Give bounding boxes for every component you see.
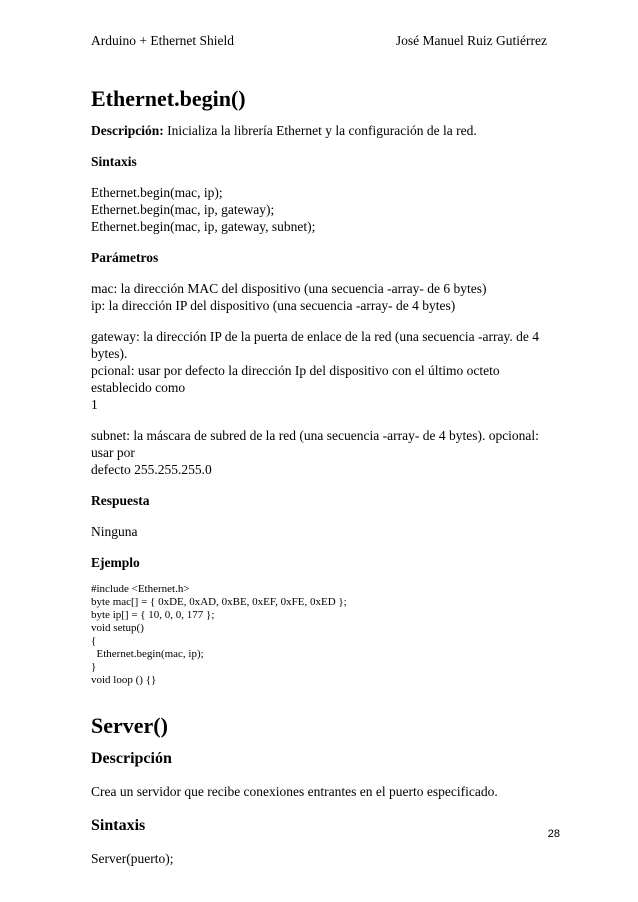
sintaxis-line: Ethernet.begin(mac, ip, gateway); [91, 202, 275, 217]
code-line: void setup() [91, 622, 144, 634]
code-example [91, 583, 561, 687]
code-line: #include <Ethernet.h> [91, 583, 190, 595]
sintaxis-line: Ethernet.begin(mac, ip, gateway, subnet); [91, 219, 316, 234]
server-descripcion-heading: Descripción [91, 750, 172, 767]
descripcion-label: Descripción: [91, 123, 164, 138]
sintaxis-line: Ethernet.begin(mac, ip); [91, 185, 223, 200]
code-line: } [91, 661, 97, 673]
page-header [91, 33, 547, 49]
code-line: byte mac[] = { 0xDE, 0xAD, 0xBE, 0xEF, 0xFE, 0xED }; [91, 596, 347, 608]
param-gateway-block [91, 328, 561, 413]
param-mac-ip-block [91, 280, 561, 314]
param-subnet-block [91, 427, 561, 478]
respuesta-text: Ninguna [91, 524, 138, 539]
param-subnet-line: subnet: la máscara de subred de la red (una secuencia -array- de 4 bytes). opcional: usar por [91, 428, 539, 460]
sintaxis-block [91, 184, 561, 235]
server-sintaxis-heading: Sintaxis [91, 817, 146, 834]
param-mac: mac: la dirección MAC del dispositivo (una secuencia -array- de 6 bytes) [91, 281, 487, 296]
param-ip: ip: la dirección IP del dispositivo (una secuencia -array- de 4 bytes) [91, 298, 456, 313]
page-number: 28 [547, 828, 560, 840]
sintaxis-heading: Sintaxis [91, 154, 137, 169]
header-author: José Manuel Ruiz Gutiérrez [395, 33, 547, 48]
parametros-heading: Parámetros [91, 250, 159, 265]
header-left-title: Arduino + Ethernet Shield [91, 33, 234, 48]
code-line: void loop () {} [91, 674, 157, 686]
param-gateway-line: pcional: usar por defecto la dirección Ip del dispositivo con el último octeto establecido como [91, 363, 500, 395]
code-line: Ethernet.begin(mac, ip); [91, 648, 204, 660]
param-gateway-line: 1 [91, 397, 98, 412]
code-line: byte ip[] = { 10, 0, 0, 177 }; [91, 609, 215, 621]
section-title-ethernet-begin: Ethernet.begin() [91, 86, 246, 111]
section-title-server: Server() [91, 713, 168, 738]
descripcion-paragraph [91, 122, 561, 139]
respuesta-heading: Respuesta [91, 493, 150, 508]
code-line: { [91, 635, 97, 647]
server-sintaxis-text: Server(puerto); [91, 851, 174, 866]
param-gateway-line: gateway: la dirección IP de la puerta de enlace de la red (una secuencia -array. de 4 bytes). [91, 329, 540, 361]
page-content [91, 86, 561, 867]
ejemplo-heading: Ejemplo [91, 555, 140, 570]
descripcion-text: Inicializa la librería Ethernet y la configuración de la red. [163, 123, 477, 138]
server-descripcion-text: Crea un servidor que recibe conexiones entrantes en el puerto especificado. [91, 784, 498, 799]
param-subnet-line: defecto 255.255.255.0 [91, 462, 212, 477]
